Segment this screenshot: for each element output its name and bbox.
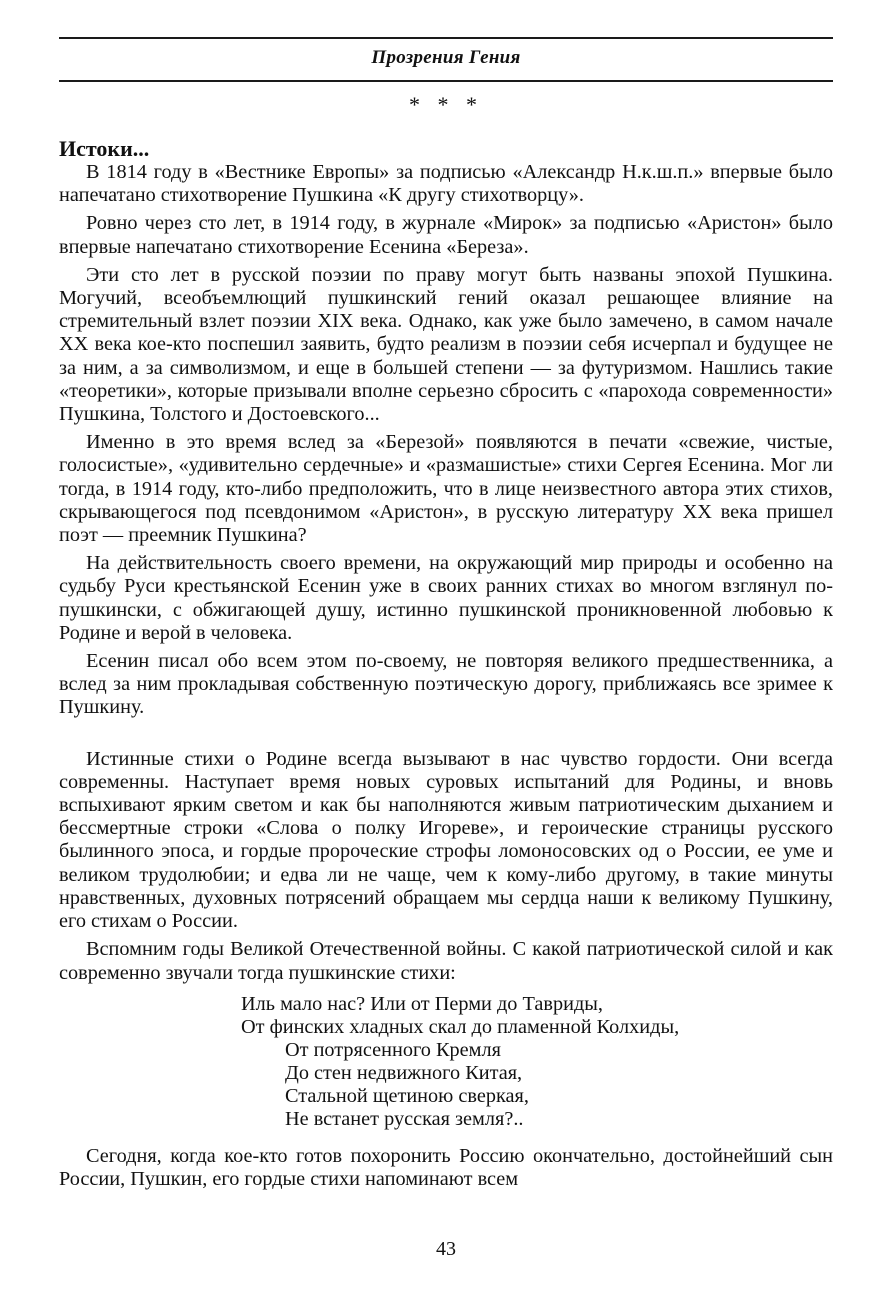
paragraph: Вспомним годы Великой Отечественной войны. С какой патриотической силой и как современно звучали тогда пушкинские стихи:	[59, 938, 833, 984]
section-separator: * * *	[409, 92, 483, 117]
section-title: Истоки...	[59, 136, 150, 161]
header-rule-top	[59, 37, 833, 39]
poem-line: До стен недвижного Китая,	[285, 1061, 523, 1084]
paragraph: На действительность своего времени, на окружающий мир природы и особенно на судьбу Руси крестьянской Есенин уже в своих ранних стихах во многом взглянул по-пушкински, с обжигающей душу, истинно пушкинской проникновенной любовью к Родине и верой в человека.	[59, 552, 833, 644]
paragraph: Именно в это время вслед за «Березой» появляются в печати «свежие, чистые, голосистые», «удивительно сердечные» и «размашистые» стихи Сергея Есенина. Мог ли тогда, в 1914 году, кто-либо предположить, что в лице неизвестного автора этих стихов, скрывающегося под псевдонимом «Аристон», в русскую литературу XX века пришел поэт — преемник Пушкина?	[59, 431, 833, 547]
paragraph: Эти сто лет в русской поэзии по праву могут быть названы эпохой Пушкина. Могучий, всеобъемлющий пушкинский гений оказал решающее влияние на стремительный взлет поэзии XIX века. Однако, как уже было замечено, в самом начале XX века кое-кто поспешил заявить, будто реализм в поэзии себя исчерпал и будущее не за ним, а за символизмом, и еще в большей степени — за футуризмом. Нашлись такие «теоретики», которые призывали вполне серьезно сбросить с «парохода современности» Пушкина, Толстого и Достоевского...	[59, 263, 833, 426]
paragraph: Ровно через сто лет, в 1914 году, в журнале «Мирок» за подписью «Аристон» было впервые напечатано стихотворение Есенина «Береза».	[59, 212, 833, 258]
paragraph: В 1814 году в «Вестнике Европы» за подписью «Александр Н.к.ш.п.» впервые было напечатано стихотворение Пушкина «К другу стихотворцу».	[59, 161, 833, 207]
poem-line: Не встанет русская земля?..	[285, 1107, 524, 1130]
paragraph: Есенин писал обо всем этом по-своему, не повторяя великого предшественника, а вслед за ним прокладывая собственную поэтическую дорогу, приближаясь все зримее к Пушкину.	[59, 650, 833, 719]
page-body	[59, 135, 833, 1196]
poem-quote	[241, 993, 833, 1131]
paragraph: Истинные стихи о Родине всегда вызывают в нас чувство гордости. Они всегда современны. Наступает время новых суровых испытаний для Родины, и вновь вспыхивают ярким светом и как бы наполняются живым патриотическим дыханием и бессмертные строки «Слова о полку Игореве», и героические страницы русского былинного эпоса, и гордые пророческие строфы ломоносовских од о России, ее уме и великом трудолюбии; и едва ли не чаще, чем к кому-либо другому, в такие минуты нравственных, духовных потрясений обращаем мы сердца наши к великому Пушкину, его стихам о России.	[59, 747, 833, 933]
page-number: 43	[436, 1238, 456, 1260]
poem-line: Иль мало нас? Или от Перми до Тавриды,	[241, 992, 603, 1015]
poem-line: От потрясенного Кремля	[285, 1038, 501, 1061]
poem-line: От финских хладных скал до пламенной Колхиды,	[241, 1015, 680, 1038]
poem-line: Стальной щетиною сверкая,	[285, 1084, 529, 1107]
running-head: Прозрения Гения	[371, 47, 521, 68]
header-rule-bottom	[59, 80, 833, 82]
paragraph: Сегодня, когда кое-кто готов похоронить Россию окончательно, достойнейший сын России, Пушкин, его гордые стихи напоминают всем	[59, 1144, 833, 1190]
